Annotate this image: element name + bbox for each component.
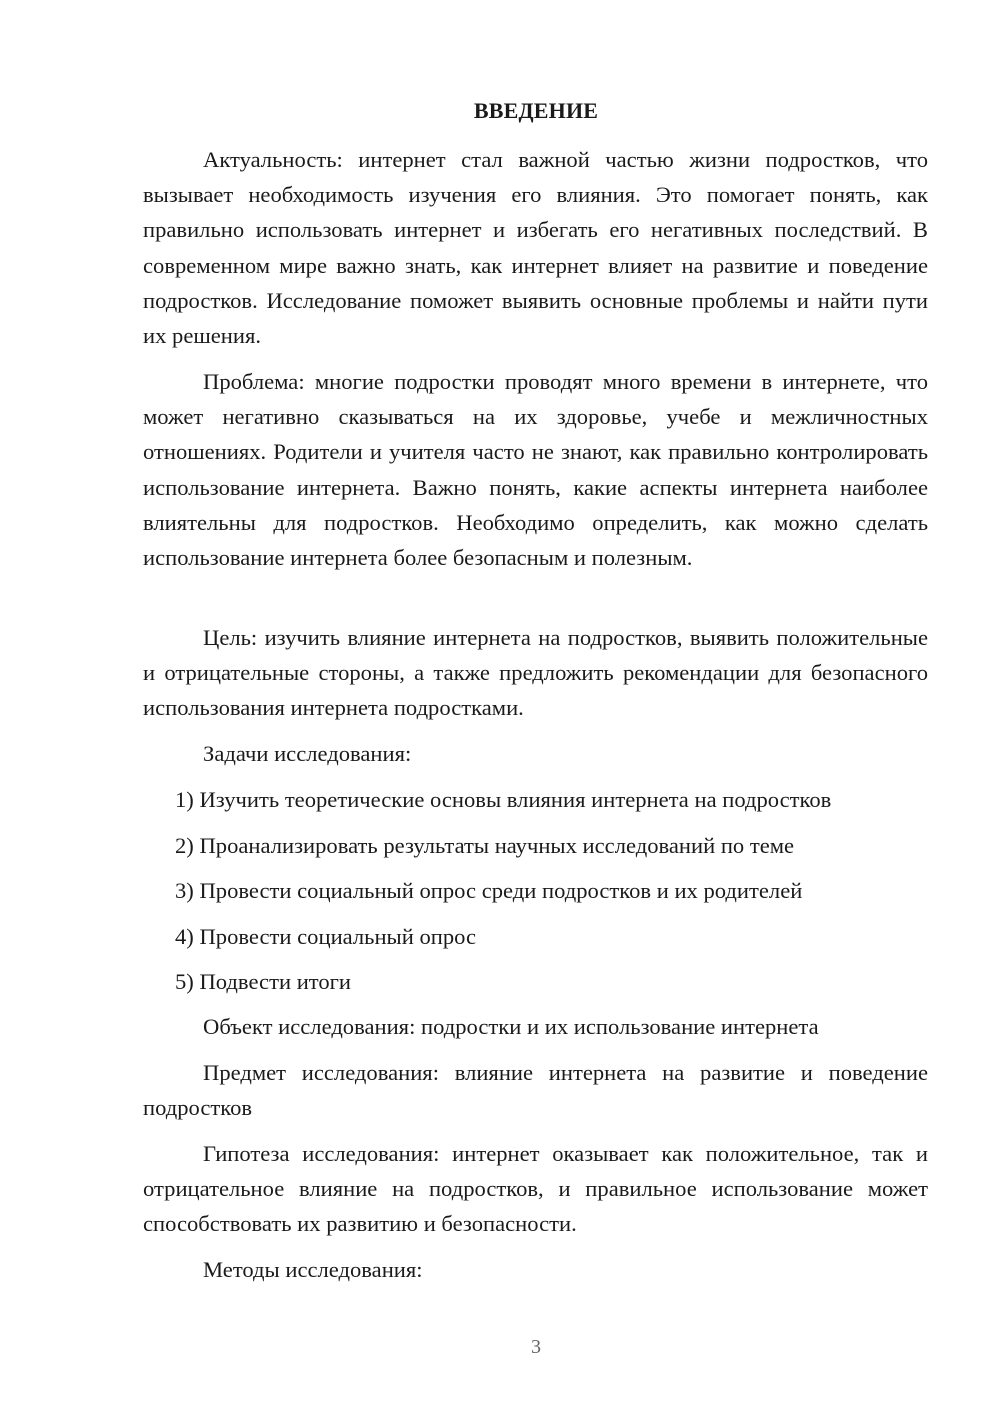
paragraph-object: Объект исследования: подростки и их использование интернета: [203, 1014, 819, 1039]
list-item: 4) Провести социальный опрос: [175, 924, 477, 949]
list-item: 1) Изучить теоретические основы влияния интернета на подростков: [175, 787, 832, 812]
paragraph-problem: Проблема: многие подростки проводят много времени в интернете, что может негативно сказываться на их здоровье, учебе и межличностных отношениях. Родители и учителя часто не знают, как правильно контролировать использование интернета. Важно понять, какие аспекты интернета наиболее влиятельны для подростков. Необходимо определить, как можно сделать использование интернета более безопасным и полезным.: [143, 369, 928, 571]
list-item: 2) Проанализировать результаты научных исследований по теме: [175, 833, 795, 858]
paragraph-relevance: Актуальность: интернет стал важной частью жизни подростков, что вызывает необходимость изучения его влияния. Это помогает понять, как правильно использовать интернет и избегать его негативных последствий. В современном мире важно знать, как интернет влияет на развитие и поведение подростков. Исследование поможет выявить основные проблемы и найти пути их решения.: [143, 147, 928, 349]
list-item: 5) Подвести итоги: [175, 969, 352, 994]
paragraph-goal: Цель: изучить влияние интернета на подростков, выявить положительные и отрицательные стороны, а также предложить рекомендации для безопасного использования интернета подростками.: [143, 625, 928, 721]
list-item: 3) Провести социальный опрос среди подростков и их родителей: [175, 878, 803, 903]
tasks-heading: Задачи исследования:: [203, 741, 412, 766]
paragraph-hypothesis: Гипотеза исследования: интернет оказывает как положительное, так и отрицательное влияние на подростков, и правильное использование может способствовать их развитию и безопасности.: [143, 1141, 928, 1237]
paragraph-subject: Предмет исследования: влияние интернета на развитие и поведение подростков: [143, 1060, 928, 1121]
page-title: ВВЕДЕНИЕ: [473, 98, 599, 123]
page-number: 3: [531, 1336, 541, 1358]
methods-heading: Методы исследования:: [203, 1257, 423, 1282]
